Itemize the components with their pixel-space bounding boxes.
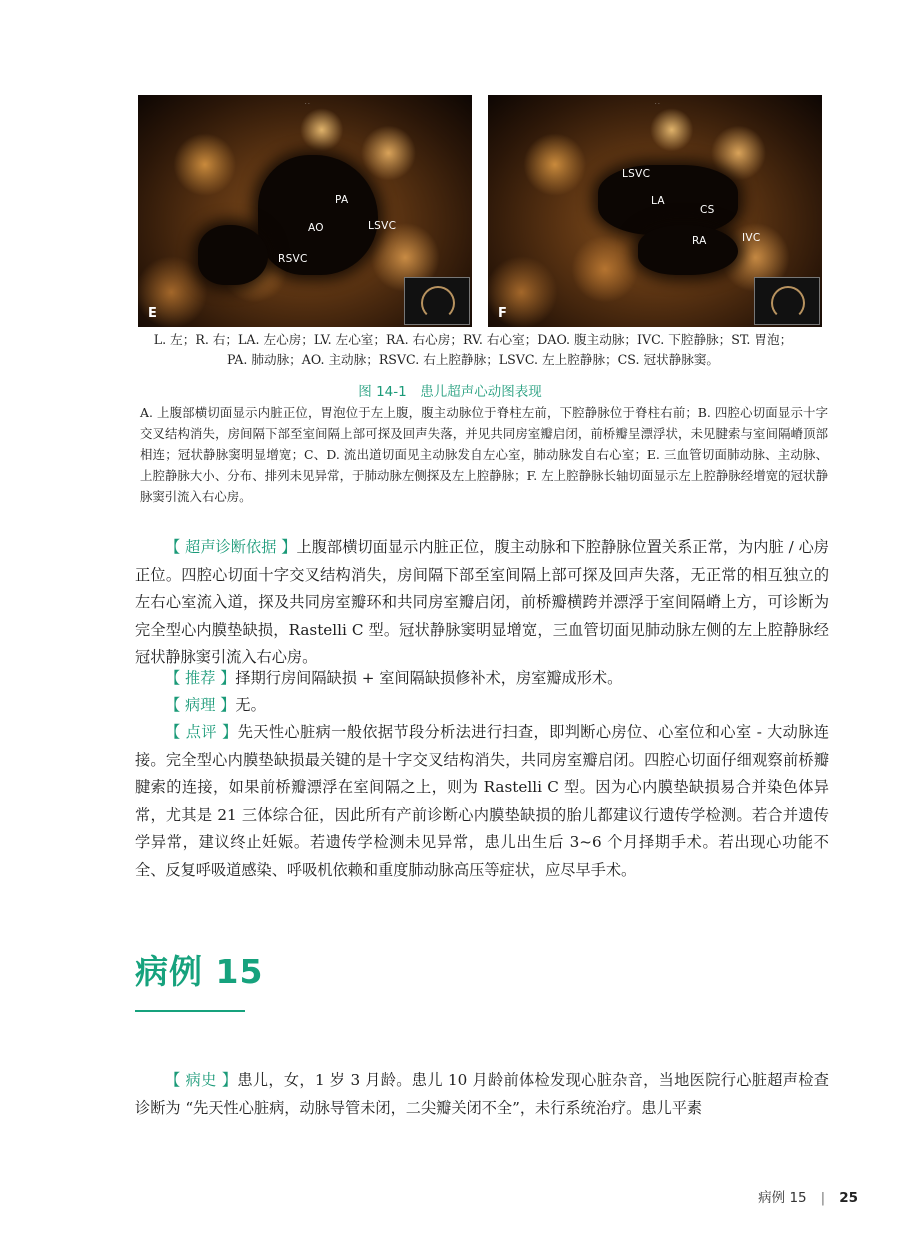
history-tag: 【 病史 】 xyxy=(165,1071,238,1089)
panel-letter-e: E xyxy=(148,306,157,321)
abbrev-line: L. 左；R. 右；LA. 左心房；LV. 左心室；RA. 右心房；RV. 右心室；DAO. 腹主动脉；IVC. 下腔静脉；ST. 胃泡； xyxy=(153,332,793,347)
probe-inset-thumbnail xyxy=(404,277,470,325)
page-number: 25 xyxy=(839,1190,858,1206)
label-cs: CS xyxy=(700,204,715,216)
figure-panels xyxy=(138,95,824,327)
label-ao: AO xyxy=(308,222,324,234)
label-rsvc: RSVC xyxy=(278,253,308,265)
diagnosis-paragraph xyxy=(135,534,829,672)
label-lsvc: LSVC xyxy=(622,168,651,180)
history-text: 患儿，女，1 岁 3 月龄。患儿 10 月龄前体检发现心脏杂音，当地医院行心脏超声检查诊断为 “先天性心脏病，动脉导管未闭，二尖瓣关闭不全”，未行系统治疗。患儿平素 xyxy=(135,1071,829,1117)
label-ra: RA xyxy=(692,235,707,247)
diagnosis-text: 上腹部横切面显示内脏正位，腹主动脉和下腔静脉位置关系正常，为内脏 / 心房正位。四腔心切面十字交叉结构消失，房间隔下部至室间隔上部可探及回声失落，无正常的相互独立的左右心室流入道，探及共同房室瓣环和共同房室瓣启闭，前桥瓣横跨并漂浮于室间隔嵴上方，可诊断为完全型心内膜垫缺损，Rastelli C 型。冠状静脉窦明显增宽，三血管切面见肺动脉左侧的左上腔静脉经冠状静脉窦引流入右心房。 xyxy=(135,538,829,666)
label-pa: PA xyxy=(335,194,349,206)
figure-abbreviations xyxy=(120,330,826,370)
footer-section: 病例 15 xyxy=(758,1190,807,1206)
comment-paragraph xyxy=(135,719,829,884)
history-paragraph xyxy=(135,1067,829,1122)
recommend-text: 择期行房间隔缺损 + 室间隔缺损修补术，房室瓣成形术。 xyxy=(235,669,623,687)
figure-title: 图 14-1 患儿超声心动图表现 xyxy=(358,384,542,400)
recommend-paragraph xyxy=(135,665,829,693)
pathology-text: 无。 xyxy=(235,696,266,714)
probe-inset-thumbnail xyxy=(754,277,820,325)
recommend-tag: 【 推荐 】 xyxy=(165,669,236,687)
comment-tag: 【 点评 】 xyxy=(165,723,238,741)
abbrev-line: PA. 肺动脉；AO. 主动脉；RSVC. 右上腔静脉；LSVC. 左上腔静脉；CS. 冠状静脉窦。 xyxy=(226,352,720,367)
case-heading: 病例 15 xyxy=(135,952,264,991)
footer-divider: | xyxy=(820,1190,826,1206)
label-la: LA xyxy=(651,195,665,207)
page-footer xyxy=(758,1186,858,1206)
pathology-tag: 【 病理 】 xyxy=(165,696,236,714)
heading-underline xyxy=(135,1010,245,1012)
ultrasound-image-e: · · PA AO LSVC RSVC E xyxy=(138,95,472,327)
ultrasound-image-f: · · LSVC LA CS RA IVC F xyxy=(488,95,822,327)
pathology-paragraph xyxy=(135,692,829,720)
comment-text: 先天性心脏病一般依据节段分析法进行扫查，即判断心房位、心室位和心室 - 大动脉连接。完全型心内膜垫缺损最关键的是十字交叉结构消失，共同房室瓣启闭。四腔心切面仔细观察前桥瓣腱索的连接，如果前桥瓣漂浮在室间隔之上，则为 Rastelli C 型。因为心内膜垫缺损易合并染色体异常，尤其是 21 三体综合征，因此所有产前诊断心内膜垫缺损的胎儿都建议行遗传学检测。若合并遗传学异常，建议终止妊娠。若遗传学检测未见异常，患儿出生后 3~6 个月择期手术。若出现心功能不全、反复呼吸道感染、呼吸机依赖和重度肺动脉高压等症状，应尽早手术。 xyxy=(135,723,830,879)
diagnosis-tag: 【 超声诊断依据 】 xyxy=(165,538,297,556)
label-lsvc: LSVC xyxy=(368,220,397,232)
panel-letter-f: F xyxy=(498,306,507,321)
figure-description: A. 上腹部横切面显示内脏正位，胃泡位于左上腹，腹主动脉位于脊柱左前，下腔静脉位于脊柱右前；B. 四腔心切面显示十字交叉结构消失，房间隔下部至室间隔上部可探及回声失落，并见共同房室瓣启闭，前桥瓣呈漂浮状，未见腱索与室间隔嵴顶部相连；冠状静脉窦明显增宽；C、D. 流出道切面见主动脉发自左心室，肺动脉发自右心室；E. 三血管切面肺动脉、主动脉、上腔静脉大小、分布、排列未见异常，于肺动脉左侧探及左上腔静脉；F. 左上腔静脉长轴切面显示左上腔静脉经增宽的冠状静脉窦引流入右心房。 xyxy=(140,405,828,504)
label-ivc: IVC xyxy=(742,232,761,244)
